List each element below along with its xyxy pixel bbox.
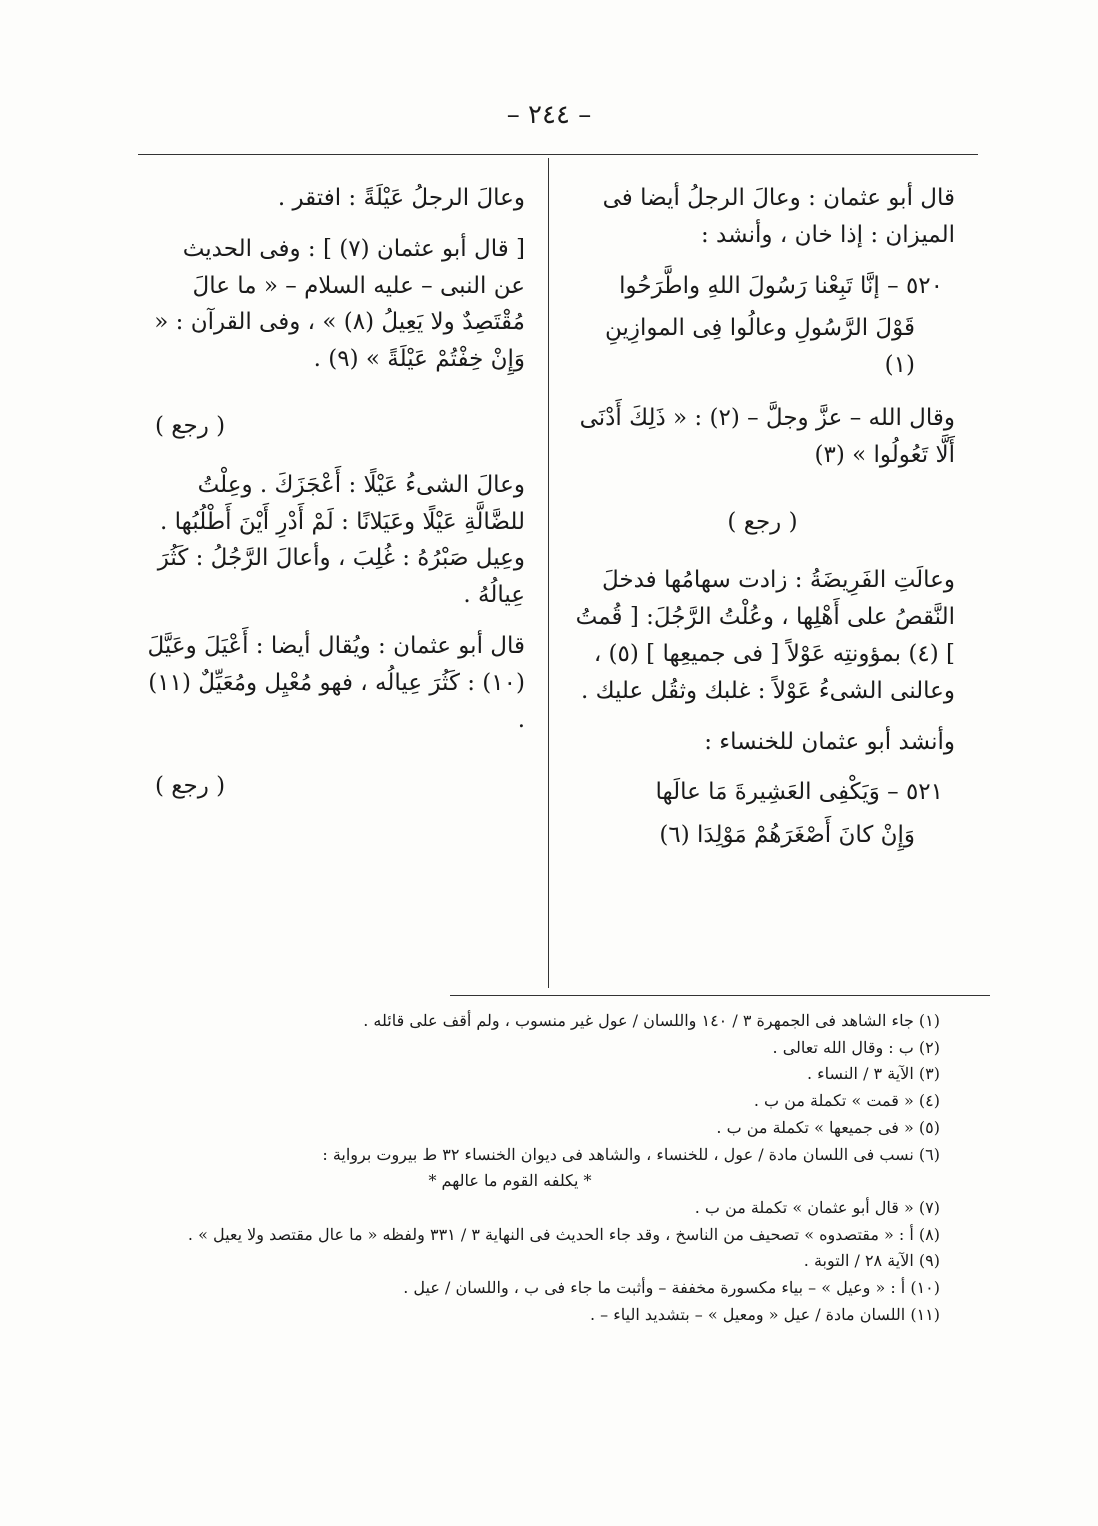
paragraph: وعالَتِ الفَرِيضَةُ : زادت سهامُها فدخلَ النَّقصُ على أَهْلِها ، وعُلْتُ الرَّجُلَ: [ قُمتُ ] (٤) بمؤونتِه عَوْلاً [ فى جميعِها ] (٥) ، وعالنى الشىءُ عَوْلاً : غلبك وثقُل عليك . bbox=[575, 567, 955, 704]
verse-line: قَوْلَ الرَّسُولِ وعالُوا فِى الموازِينِ (١) bbox=[604, 315, 915, 379]
section-marker: ( رجع ) bbox=[155, 412, 226, 439]
footnotes bbox=[140, 1010, 940, 1331]
footnote: (٢) ب : وقال الله تعالى . bbox=[772, 1037, 940, 1057]
paragraph: وأنشد أبو عثمان للخنساء : bbox=[704, 728, 955, 755]
footnote-quote: * يكلفه القوم ما عالهم * bbox=[428, 1171, 592, 1191]
paragraph: وقال الله – عزَّ وجلَّ – (٢) : « ذَلِكَ أَدْنَى أَلَّا تَعُولُوا » (٣) bbox=[579, 404, 955, 468]
footnote: (٧) « قال أبو عثمان » تكملة من ب . bbox=[694, 1198, 940, 1218]
section-marker: ( رجع ) bbox=[155, 773, 226, 800]
section-marker: ( رجع ) bbox=[727, 508, 798, 535]
verse-line: ٥٢١ – وَيَكْفِى العَشِيرةَ مَا عالَها bbox=[655, 779, 943, 806]
verse-line: وَإِنْ كانَ أَصْغَرَهُمْ مَوْلِدَا (٦) bbox=[659, 822, 915, 849]
footnote: (١) جاء الشاهد فى الجمهرة ٣ / ١٤٠ واللسان / عول غير منسوب ، ولم أقف على قائله . bbox=[363, 1011, 940, 1030]
footnote: (٨) أ : « مقتصدوه » تصحيف من الناسخ ، وقد جاء الحديث فى النهاية ٣ / ٣٣١ ولفظه « ما عال مقتصد ولا يعيل » . bbox=[187, 1224, 940, 1244]
left-column bbox=[145, 180, 525, 827]
footnote: (٥) « فى جميعها » تكملة من ب . bbox=[716, 1117, 940, 1137]
page-number: – ٢٤٤ – bbox=[506, 100, 592, 130]
footnote-rule bbox=[450, 995, 990, 996]
paragraph: [ قال أبو عثمان (٧) ] : وفى الحديث عن النبى – عليه السلام – « ما عالَ مُقْتَصِدٌ ولا يَعِيلُ (٨) » ، وفى القرآن : « وَإِنْ خِفْتُمْ عَيْلَةً » (٩) . bbox=[154, 235, 525, 373]
paragraph: وعالَ الرجلُ عَيْلَةً : افتقر . bbox=[277, 185, 525, 211]
header-rule bbox=[138, 154, 978, 155]
footnote: (١١) اللسان مادة / عيل « ومعيل » – بتشديد الياء – . bbox=[589, 1304, 940, 1324]
paragraph: قال أبو عثمان : ويُقال أيضا : أَعْيَلَ وعَيَّلَ (١٠) : كَثُرَ عِيالُه ، فهو مُعْيِل ومُعَيِّلٌ (١١) . bbox=[147, 632, 525, 733]
column-divider bbox=[548, 158, 549, 988]
paragraph: وعالَ الشىءُ عَيْلًا : أَعْجَزَكَ . وعِلْتُ للضَّالَّةِ عَيْلًا وعَيَلانًا : لَمْ أَدْرِ أَيْنَ أَطْلُبُها . وعِيل صَبْرُهُ : غُلِبَ ، وأعالَ الرَّجُلُ : كَثُرَ عِيالُهُ . bbox=[157, 471, 525, 609]
paragraph: قال أبو عثمان : وعالَ الرجلُ أيضا فى الميزان : إذا خان ، وأنشد : bbox=[602, 185, 955, 248]
footnote: (٣) الآية ٣ / النساء . bbox=[806, 1064, 940, 1084]
right-column bbox=[570, 180, 955, 870]
footnote: (٩) الآية ٢٨ / التوبة . bbox=[803, 1251, 940, 1271]
footnote: (١٠) أ : « وعيل » – بياء مكسورة مخففة – وأثبت ما جاء فى ب ، واللسان / عيل . bbox=[403, 1278, 940, 1298]
footnote: (٦) نسب فى اللسان مادة / عول ، للخنساء ، والشاهد فى ديوان الخنساء ٣٢ ط بيروت برواية : bbox=[322, 1144, 940, 1164]
verse-line: ٥٢٠ – إنَّا تَبِعْنا رَسُولَ اللهِ واطَّرَحُوا bbox=[619, 272, 943, 299]
footnote: (٤) « قمت » تكملة من ب . bbox=[753, 1091, 940, 1111]
